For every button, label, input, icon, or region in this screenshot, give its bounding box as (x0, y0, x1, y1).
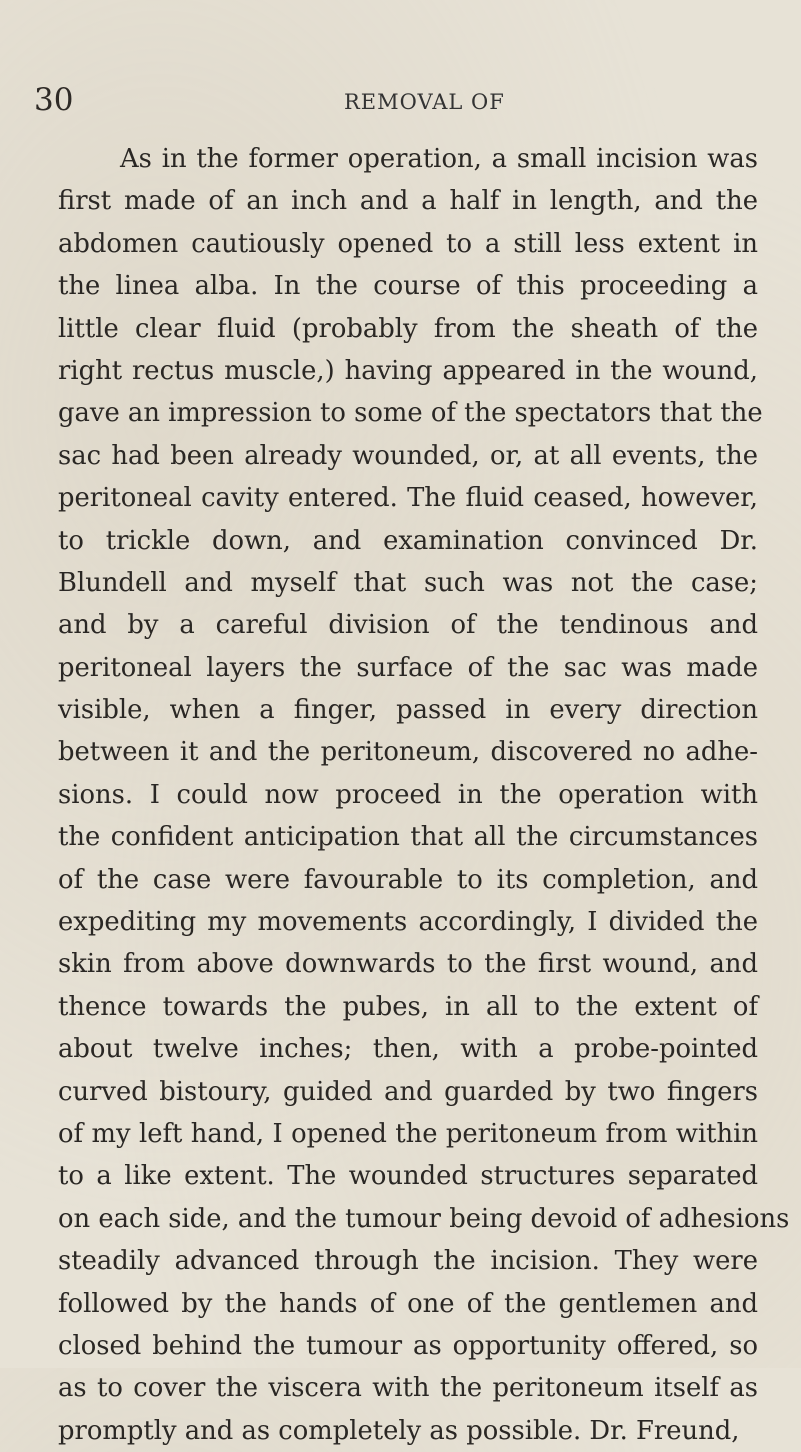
text-line: abdomen cautiously opened to a still less extent in (58, 228, 758, 259)
text-line: as to cover the viscera with the peritoneum itself as (58, 1373, 758, 1404)
text-line: Blundell and myself that such was not the case; (58, 567, 758, 598)
text-line: promptly and as completely as possible. Dr. Freund, (58, 1415, 740, 1446)
text-line: skin from above downwards to the first wound, and (58, 949, 758, 980)
page-header (34, 80, 774, 120)
text-line: first made of an inch and a half in length, and the (58, 186, 758, 217)
text-line: right rectus muscle,) having appeared in the wound, (58, 355, 758, 386)
text-line: between it and the peritoneum, discovered no adhe- (58, 737, 758, 768)
text-line: to a like extent. The wounded structures separated (58, 1161, 758, 1192)
text-line: peritoneal layers the surface of the sac was made (58, 652, 758, 683)
text-line: curved bistoury, guided and guarded by two fingers (58, 1076, 758, 1107)
text-line: steadily advanced through the incision. They were (58, 1246, 758, 1277)
text-line: of my left hand, I opened the peritoneum from within (58, 1118, 758, 1149)
text-line: the confident anticipation that all the circumstances (58, 822, 758, 853)
text-line: and by a careful division of the tendinous and (58, 610, 758, 641)
text-line: visible, when a finger, passed in every direction (58, 695, 758, 726)
page-number: 30 (34, 82, 74, 118)
text-line: of the case were favourable to its completion, and (58, 864, 758, 895)
text-line: As in the former operation, a small incision was (120, 144, 758, 174)
text-line: little clear fluid (probably from the sheath of the (58, 313, 758, 344)
text-line: sions. I could now proceed in the operation with (58, 779, 758, 810)
text-line: about twelve inches; then, with a probe-pointed (58, 1034, 758, 1065)
text-line: sac had been already wounded, or, at all events, the (58, 440, 758, 471)
text-line: the linea alba. In the course of this proceeding a (58, 271, 758, 302)
text-line: on each side, and the tumour being devoid of adhesions (58, 1203, 790, 1234)
running-head: REMOVAL OF (344, 90, 505, 114)
text-line: followed by the hands of one of the gentlemen and (58, 1288, 758, 1319)
text-line: expediting my movements accordingly, I divided the (58, 907, 758, 938)
text-line: thence towards the pubes, in all to the extent of (58, 991, 758, 1022)
text-line: to trickle down, and examination convinced Dr. (58, 525, 758, 556)
text-line: gave an impression to some of the spectators that the (58, 398, 763, 429)
text-line: peritoneal cavity entered. The fluid ceased, however, (58, 483, 758, 514)
body-paragraph (58, 138, 790, 1452)
text-line: closed behind the tumour as opportunity offered, so (58, 1330, 758, 1361)
